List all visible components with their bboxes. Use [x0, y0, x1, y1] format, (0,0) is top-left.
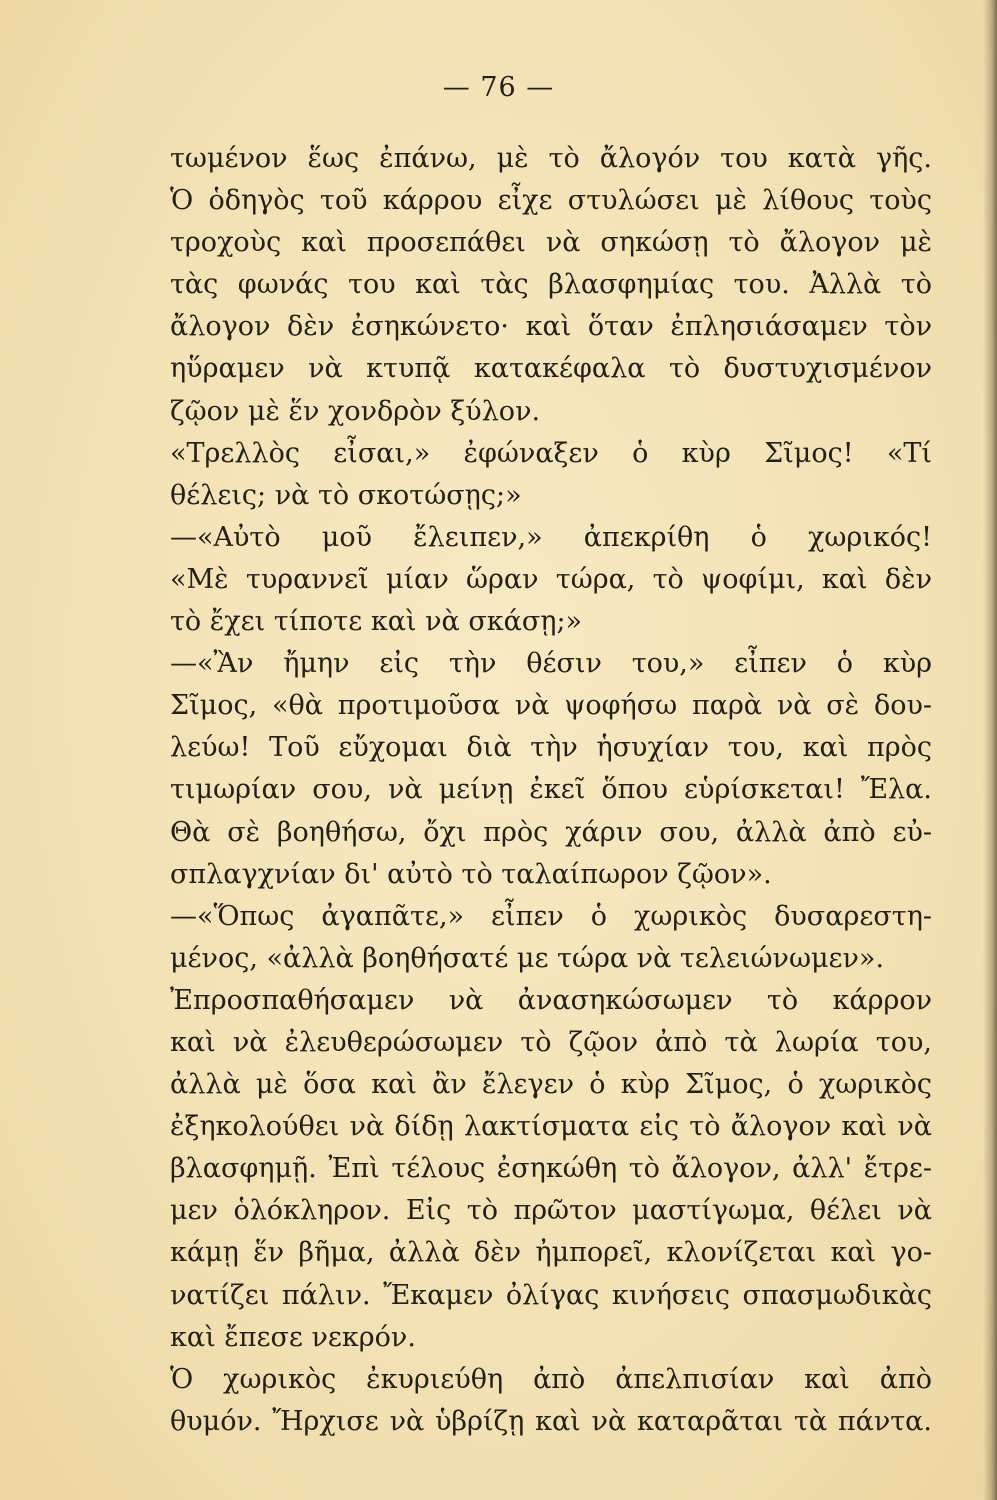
text-line: μένος, «ἀλλὰ βοηθήσατέ με τώρα νὰ τελειώνωμεν».	[170, 942, 885, 974]
text-line: ἐξηκολούθει νὰ δίδῃ λακτίσματα εἰς τὸ ἄλογον καὶ νὰ	[170, 1111, 932, 1143]
text-line: θέλεις; νὰ τὸ σκοτώσῃς;»	[170, 479, 522, 511]
text-line: Σῖμος, «θὰ προτιμοῦσα νὰ ψοφήσω παρὰ νὰ σὲ δου-	[170, 690, 932, 722]
text-line: —«Ἂν ἤμην εἰς τὴν θέσιν του,» εἶπεν ὁ κὺρ	[170, 648, 932, 680]
text-line: τὸ ἔχει τίποτε καὶ νὰ σκάσῃ;»	[170, 606, 583, 638]
text-line: κάμῃ ἕν βῆμα, ἀλλὰ δὲν ἠμπορεῖ, κλονίζεται καὶ γο-	[170, 1237, 932, 1269]
text-line: «Μὲ τυραννεῖ μίαν ὥραν τώρα, τὸ ψοφίμι, καὶ δὲν	[170, 563, 932, 595]
text-line: ἀλλὰ μὲ ὅσα καὶ ἂν ἔλεγεν ὁ κὺρ Σῖμος, ὁ χωρικὸς	[170, 1069, 932, 1101]
text-line: καὶ ἔπεσε νεκρόν.	[170, 1321, 416, 1353]
text-line: τροχοὺς καὶ προσεπάθει νὰ σηκώσῃ τὸ ἄλογον μὲ	[170, 227, 932, 259]
text-line: μεν ὁλόκληρον. Εἰς τὸ πρῶτον μαστίγωμα, θέλει νὰ	[170, 1195, 932, 1227]
text-line: καὶ νὰ ἐλευθερώσωμεν τὸ ζῷον ἀπὸ τὰ λωρία του,	[170, 1026, 932, 1058]
text-line: νατίζει πάλιν. Ἔκαμεν ὀλίγας κινήσεις σπασμωδικὰς	[170, 1279, 932, 1311]
text-line: βλασφημῇ. Ἐπὶ τέλους ἐσηκώθη τὸ ἄλογον, ἀλλ' ἔτρε-	[170, 1153, 932, 1185]
text-line: σπλαγχνίαν δι' αὐτὸ τὸ ταλαίπωρον ζῷον».	[170, 858, 772, 890]
text-line: ηὕραμεν νὰ κτυπᾷ κατακέφαλα τὸ δυστυχισμένον	[170, 353, 932, 385]
page-edge-shadow	[983, 0, 997, 1500]
text-line: Ἐπροσπαθήσαμεν νὰ ἀνασηκώσωμεν τὸ κάρρον	[170, 984, 932, 1016]
text-line: θυμόν. Ἤρχισε νὰ ὑβρίζῃ καὶ νὰ καταρᾶται τὰ πάντα.	[170, 1405, 932, 1437]
text-line: ἄλογον δὲν ἐσηκώνετο· καὶ ὅταν ἐπλησιάσαμεν τὸν	[170, 311, 932, 343]
text-line: Ὁ ὁδηγὸς τοῦ κάρρου εἶχε στυλώσει μὲ λίθους τοὺς	[170, 185, 932, 217]
text-line: ζῷον μὲ ἕν χονδρὸν ξύλον.	[170, 395, 541, 427]
text-line: τιμωρίαν σου, νὰ μείνῃ ἐκεῖ ὅπου εὑρίσκεται! Ἔλα.	[170, 774, 932, 806]
text-line: λεύω! Τοῦ εὔχομαι διὰ τὴν ἡσυχίαν του, καὶ πρὸς	[170, 732, 932, 764]
text-line: Θὰ σὲ βοηθήσω, ὄχι πρὸς χάριν σου, ἀλλὰ ἀπὸ εὐ-	[170, 816, 932, 848]
text-line: —«Αὐτὸ μοῦ ἔλειπεν,» ἀπεκρίθη ὁ χωρικός!	[170, 521, 932, 553]
body-text	[170, 138, 932, 1443]
text-line: «Τρελλὸς εἶσαι,» ἐφώναξεν ὁ κὺρ Σῖμος! «Τί	[170, 437, 932, 469]
text-line: τὰς φωνάς του καὶ τὰς βλασφημίας του. Ἀλλὰ τὸ	[170, 269, 932, 301]
text-line: τωμένον ἕως ἐπάνω, μὲ τὸ ἄλογόν του κατὰ γῆς.	[170, 143, 932, 174]
page-number: — 76 —	[442, 72, 555, 103]
text-line: —«Ὅπως ἀγαπᾶτε,» εἶπεν ὁ χωρικὸς δυσαρεστη-	[170, 900, 932, 932]
text-line: Ὁ χωρικὸς ἐκυριεύθη ἀπὸ ἀπελπισίαν καὶ ἀπὸ	[170, 1363, 932, 1395]
